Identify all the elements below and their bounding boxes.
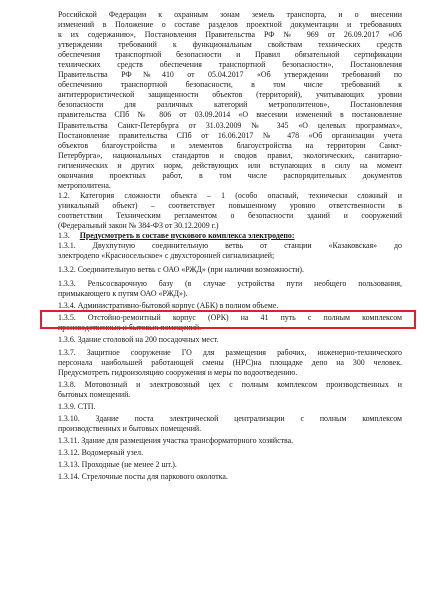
text-line: 1.3.4. Административно-бытовой корпус (АБК) в полном объеме. <box>58 301 279 311</box>
text-line: (Федеральный закон № 384-ФЗ от 30.12.2009 г.) <box>58 220 219 230</box>
text-line: к их содержанию», Постановления Правительства РФ № 969 от 26.09.2017 «Об <box>58 30 402 40</box>
text-line: антитеррористической защищенности объектов (территорий), учитывающих уровни <box>58 90 402 100</box>
item-1-3-heading: 1.3. Предусмотреть в составе пускового комплекса электродепо: <box>58 231 295 241</box>
text-line: 1.3.5. Отстойно-ремонтный корпус (ОРК) на 41 путь с полным комплексом <box>58 313 402 323</box>
text-line: 1.3.11. Здание для размещения участка трансформаторного хозяйства. <box>58 435 294 445</box>
remaining-items <box>58 301 402 482</box>
text-line: 1.3.8. Мотовозный и электровозный цех с полным комплексом производственных и <box>58 379 402 389</box>
text-line: 1.3.1. Двухпутную соединительную ветвь от станции «Казаковская» до <box>58 241 402 251</box>
text-line: 1.3.7. Защитное сооружение ГО для размещения рабочих, инженерно-технического <box>58 347 402 357</box>
text-line: 1.3.14. Стрелочные посты для паркового околотка. <box>58 472 228 482</box>
text-line: метрополитена. <box>58 180 111 190</box>
text-line: Петербурга», национальных стандартов и сводов правил, экологических, санитарно- <box>58 150 402 160</box>
text-line: 1.3.9. СТП. <box>58 401 96 411</box>
item-1-3-1 <box>58 241 402 261</box>
text-line: безопасности для различных категорий метрополитенов», Постановления <box>58 100 402 110</box>
text-line: изменений в Положение о составе разделов проектной документации и требованиях <box>58 20 402 30</box>
list-item <box>58 472 402 482</box>
list-item <box>58 402 402 412</box>
item-1-2 <box>58 191 402 231</box>
list-item <box>58 313 402 333</box>
item-1-3-2: 1.3.2. Соединительную ветвь с ОАО «РЖД» (при наличии возможности). <box>58 265 305 275</box>
text-line: Правительства Санкт-Петербурга от 31.03.2009 № 345 «О целевых программах», <box>58 120 402 130</box>
list-item <box>58 448 402 458</box>
text-line: персонала наибольшей работающей смены (НРС)на площадке депо на 300 человек. <box>58 357 402 367</box>
text-line: примыкающего к путям ОАО «РЖД»). <box>58 289 188 299</box>
text-line: Предусмотреть гидроизоляцию сооружения и меры по водоотведению. <box>58 367 298 377</box>
text-line: производственных и бытовых помещений. <box>58 323 202 333</box>
text-line: гигиенических и других норм, действующих или вступающих в силу на момент <box>58 160 402 170</box>
list-item <box>58 436 402 446</box>
text-line: правительства СПб № 806 от 03.09.2014 «О внесении изменений в постановление <box>58 110 402 120</box>
text-line: уникальный объект) – соответствует повышенному уровню ответственности в <box>58 200 402 210</box>
list-item <box>58 414 402 434</box>
text-line: 1.3.12. Водомерный узел. <box>58 447 144 457</box>
text-line: бытовых помещений. <box>58 389 131 399</box>
text-line: окончания проектных работ, в том числе распорядительных документов <box>58 170 402 180</box>
text-line: утверждении требований к функциональным свойствам технических средств <box>58 40 402 50</box>
list-item <box>58 348 402 378</box>
text-line: соответствии Техническим регламентом о безопасности зданий и сооружений <box>58 210 402 220</box>
list-item <box>58 301 402 311</box>
intro-paragraph <box>58 10 402 191</box>
text-line: производственных и бытовых помещений. <box>58 423 202 433</box>
text-line: Правительства РФ№410 от 05.04.2017 «Об утверждении требований по <box>58 70 402 80</box>
text-line: 1.2. Категория сложности объекта – 1 (особо опасный, технически сложный и <box>58 190 402 200</box>
text-line: обеспечения транспортной безопасности и Правил обязательной сертификации <box>58 50 402 60</box>
text-line: электродепо «Красносельское» с двухсторонней сигнализацией; <box>58 251 275 261</box>
document-text <box>58 10 402 482</box>
text-line: 1.3.13. Проходные (не менее 2 шт.). <box>58 459 177 469</box>
item-1-3-3 <box>58 279 402 299</box>
list-item <box>58 335 402 345</box>
text-line: Российской Федерации к охранным зонам земель транспорта, и о внесении <box>58 10 402 19</box>
text-line: 1.3.3. Рельсосварочную базу (в случае устройства пути необщего пользования, <box>58 279 402 289</box>
text-line: 1.3.10. Здание поста электрической централизации с полным комплексом <box>58 413 402 423</box>
text-line: Постановление правительства СПб от 16.06.2017 № 478 «Об организации учета <box>58 130 402 140</box>
text-line: технических средств обеспечения транспортной безопасности», Постановления <box>58 60 402 70</box>
item-1-3-title: Предусмотреть в составе пускового комплекса электродепо: <box>79 231 295 241</box>
text-line: объектов благоустройства и элементов благоустройства на территории Санкт- <box>58 140 402 150</box>
text-line: обеспечению транспортной безопасности, в том числе требований к <box>58 80 402 90</box>
list-item <box>58 380 402 400</box>
text-line: 1.3.6. Здание столовой на 200 посадочных мест. <box>58 335 219 345</box>
list-item <box>58 460 402 470</box>
